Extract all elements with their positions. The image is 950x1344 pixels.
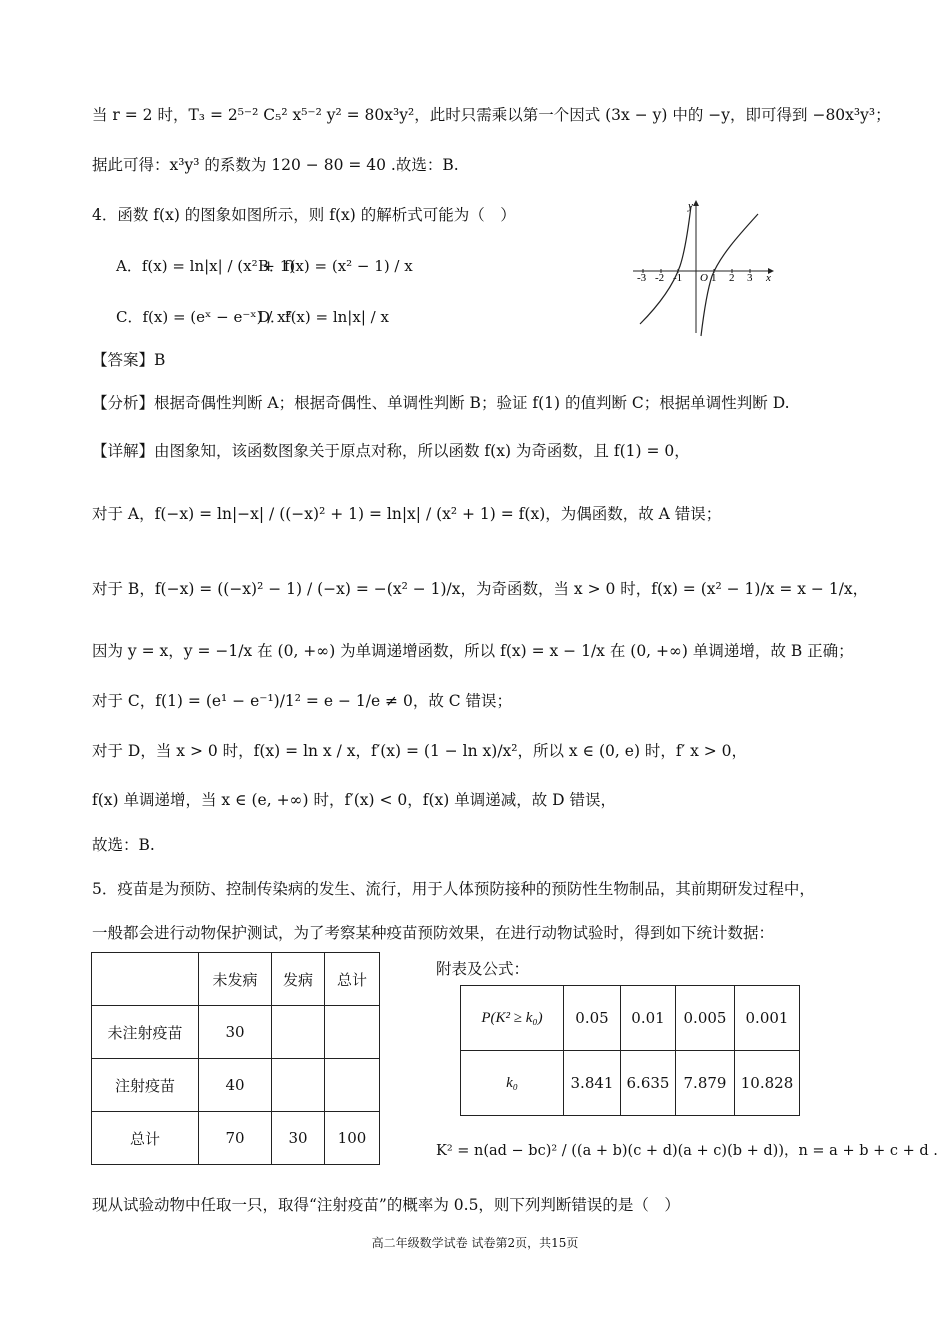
table-cell: 6.635	[621, 1051, 676, 1116]
q4-analysis: 【分析】根据奇偶性判断 A；根据奇偶性、单调性判断 B；验证 f(1) 的值判断 C；根据单调性判断 D.	[92, 394, 790, 412]
q4-detail-0: 【详解】由图象知，该函数图象关于原点对称，所以函数 f(x) 为奇函数，且 f(1) = 0，	[92, 442, 690, 460]
tick-neg2: -2	[655, 272, 665, 284]
table-cell: 30	[272, 1112, 325, 1165]
q3-line-2: 据此可得：x³y³ 的系数为 120 − 80 = 40 .故选：B.	[92, 156, 459, 174]
table-cell: 0.005	[676, 986, 735, 1051]
table-row	[92, 1112, 380, 1165]
table-row	[461, 986, 800, 1051]
table-cell: 30	[199, 1006, 272, 1059]
q4-detail-5: 对于 D，当 x > 0 时，f(x) = ln x / x，f′(x) = (1 − ln x)/x²，所以 x ∈ (0, e) 时，f′ x > 0，	[92, 742, 748, 760]
contingency-table	[91, 952, 380, 1165]
q4-detail-2: 对于 B，f(−x) = ((−x)² − 1) / (−x) = −(x² − 1)/x，为奇函数，当 x > 0 时，f(x) = (x² − 1)/x = x − 1/x，	[92, 580, 869, 598]
critical-value-table	[460, 985, 800, 1116]
table-cell	[272, 1059, 325, 1112]
q4-option-b: B．f(x) = (x² − 1) / x	[258, 257, 413, 275]
table-cell: 3.841	[564, 1051, 621, 1116]
tick-2: 2	[729, 272, 735, 284]
q3-line-1: 当 r = 2 时，T₃ = 2⁵⁻² C₅² x⁵⁻² y² = 80x³y²，此时只需乘以第一个因式 (3x − y) 中的 −y，即可得到 −80x³y³；	[92, 106, 891, 124]
table-header-cell	[92, 953, 199, 1006]
appendix-title: 附表及公式：	[436, 960, 530, 978]
table-cell: 总计	[92, 1112, 199, 1165]
q5-stem-2: 一般都会进行动物保护测试，为了考察某种疫苗预防效果，在进行动物试验时，得到如下统计数据：	[92, 924, 775, 942]
table-cell: P(K² ≥ k₀)	[461, 986, 564, 1051]
tick-neg1: -1	[673, 272, 683, 284]
table-row	[92, 1006, 380, 1059]
q4-stem: 4．函数 f(x) 的图象如图所示，则 f(x) 的解析式可能为（ ）	[92, 206, 516, 224]
k-squared-formula: K² = n(ad − bc)² / ((a + b)(c + d)(a + c)(b + d))，n = a + b + c + d .	[436, 1143, 938, 1159]
table-cell: k₀	[461, 1051, 564, 1116]
table-row	[92, 1059, 380, 1112]
q4-detail-7: 故选：B.	[92, 836, 155, 854]
q4-option-a: A．f(x) = ln|x| / (x² + 1)	[116, 257, 296, 275]
q4-option-d: D．f(x) = ln|x| / x	[258, 308, 389, 326]
table-cell: 0.01	[621, 986, 676, 1051]
y-axis-arrow	[693, 200, 699, 206]
table-cell: 注射疫苗	[92, 1059, 199, 1112]
table-cell	[325, 1006, 380, 1059]
q5-question: 现从试验动物中任取一只，取得“注射疫苗”的概率为 0.5，则下列判断错误的是（ ）	[92, 1196, 680, 1214]
table-cell: 0.001	[735, 986, 800, 1051]
q5-stem-1: 5．疫苗是为预防、控制传染病的发生、流行，用于人体预防接种的预防性生物制品，其前期研发过程中，	[92, 880, 815, 898]
tick-neg3: -3	[637, 272, 647, 284]
table-cell: 10.828	[735, 1051, 800, 1116]
table-cell: 7.879	[676, 1051, 735, 1116]
x-axis-label: x	[766, 272, 771, 284]
q4-detail-4: 对于 C，f(1) = (e¹ − e⁻¹)/1² = e − 1/e ≠ 0，故 C 错误；	[92, 692, 513, 710]
curve-left-branch	[640, 206, 691, 324]
page-footer: 高二年级数学试卷 试卷第2页，共15页	[371, 1236, 579, 1250]
table-cell	[325, 1059, 380, 1112]
tick-1: 1	[711, 272, 717, 284]
table-row	[461, 1051, 800, 1116]
q4-detail-3: 因为 y = x，y = −1/x 在 (0, +∞) 为单调递增函数，所以 f(x) = x − 1/x 在 (0, +∞) 单调递增，故 B 正确；	[92, 642, 854, 660]
table-cell: 40	[199, 1059, 272, 1112]
table-cell: 70	[199, 1112, 272, 1165]
table-cell: 0.05	[564, 986, 621, 1051]
q4-answer: 【答案】B	[92, 351, 166, 369]
table-header-row	[92, 953, 380, 1006]
q4-detail-6: f(x) 单调递增，当 x ∈ (e, +∞) 时，f′(x) < 0，f(x) 单调递减，故 D 错误，	[92, 791, 617, 809]
tick-3: 3	[747, 272, 753, 284]
q4-function-graph	[628, 196, 778, 338]
table-header-cell: 发病	[272, 953, 325, 1006]
origin-label: O	[700, 272, 708, 284]
table-cell: 100	[325, 1112, 380, 1165]
q4-detail-1: 对于 A，f(−x) = ln|−x| / ((−x)² + 1) = ln|x| / (x² + 1) = f(x)，为偶函数，故 A 错误；	[92, 505, 722, 523]
table-header-cell: 总计	[325, 953, 380, 1006]
q4-option-c: C．f(x) = (eˣ − e⁻ˣ) / x²	[116, 308, 292, 326]
y-axis-label: y	[688, 200, 693, 212]
table-cell: 未注射疫苗	[92, 1006, 199, 1059]
table-header-cell: 未发病	[199, 953, 272, 1006]
table-cell	[272, 1006, 325, 1059]
